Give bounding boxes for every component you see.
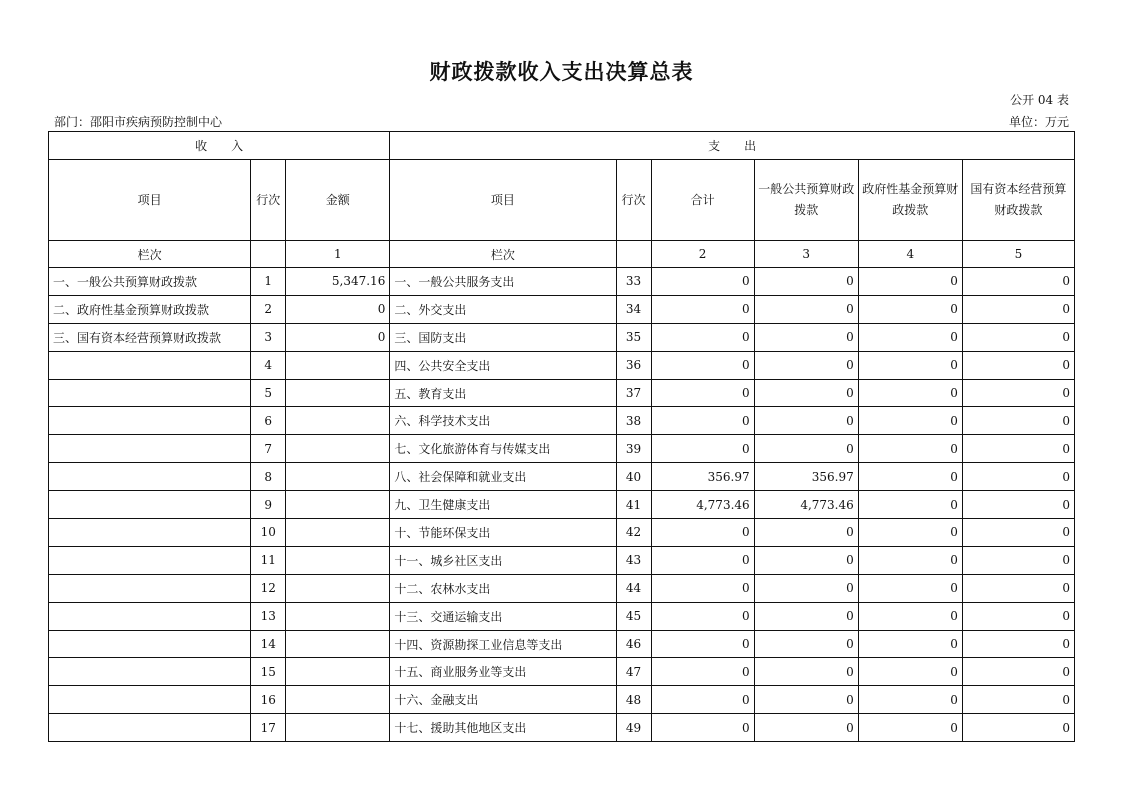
expense-item-cell: 一、一般公共服务支出 (390, 268, 616, 296)
form-code: 公开 04 表 (1010, 93, 1069, 107)
table-row (49, 574, 1075, 602)
income-row-header: 行次 (251, 160, 286, 241)
expense-row-number: 49 (616, 714, 651, 742)
table-row (49, 323, 1075, 351)
unit-label: 单位：万元 (1008, 115, 1069, 129)
income-section-header: 收 入 (49, 132, 390, 160)
column-number-4: 4 (858, 241, 962, 268)
table-row (49, 351, 1075, 379)
income-amount-cell (286, 351, 390, 379)
income-row-number: 3 (251, 323, 286, 351)
income-row-number: 16 (251, 686, 286, 714)
expense-row-number: 42 (616, 519, 651, 547)
income-row-number: 9 (251, 491, 286, 519)
gov-fund-cell: 0 (858, 574, 962, 602)
table-row (49, 463, 1075, 491)
table-row (49, 658, 1075, 686)
income-amount-cell (286, 546, 390, 574)
income-row-number: 4 (251, 351, 286, 379)
income-item-cell (49, 351, 251, 379)
total-amount-cell: 4,773.46 (651, 491, 754, 519)
table-row (49, 602, 1075, 630)
expense-row-number: 38 (616, 407, 651, 435)
gov-fund-cell: 0 (858, 714, 962, 742)
state-capital-cell: 0 (962, 491, 1074, 519)
income-amount-cell: 5,347.16 (286, 268, 390, 296)
expense-row-number: 40 (616, 463, 651, 491)
income-item-cell (49, 379, 251, 407)
income-row-number: 17 (251, 714, 286, 742)
income-item-cell (49, 435, 251, 463)
expense-row-number: 36 (616, 351, 651, 379)
general-budget-cell: 0 (754, 407, 858, 435)
general-budget-header: 一般公共预算财政拨款 (754, 160, 858, 241)
empty-cell (251, 241, 286, 268)
gov-fund-cell: 0 (858, 602, 962, 630)
fiscal-summary-table (48, 131, 1075, 742)
table-row (49, 519, 1075, 547)
expense-row-number: 39 (616, 435, 651, 463)
income-row-number: 8 (251, 463, 286, 491)
state-capital-cell: 0 (962, 658, 1074, 686)
income-row-number: 6 (251, 407, 286, 435)
total-amount-cell: 0 (651, 574, 754, 602)
expense-row-number: 47 (616, 658, 651, 686)
general-budget-cell: 0 (754, 519, 858, 547)
state-capital-cell: 0 (962, 519, 1074, 547)
general-budget-cell: 0 (754, 323, 858, 351)
state-capital-cell: 0 (962, 574, 1074, 602)
income-item-cell (49, 714, 251, 742)
total-amount-cell: 0 (651, 407, 754, 435)
state-capital-cell: 0 (962, 630, 1074, 658)
state-capital-header: 国有资本经营预算财政拨款 (962, 160, 1074, 241)
income-amount-cell (286, 630, 390, 658)
expense-row-number: 46 (616, 630, 651, 658)
income-row-number: 2 (251, 295, 286, 323)
income-row-number: 5 (251, 379, 286, 407)
state-capital-cell: 0 (962, 714, 1074, 742)
income-item-cell (49, 602, 251, 630)
gov-fund-cell: 0 (858, 351, 962, 379)
expense-row-number: 41 (616, 491, 651, 519)
expense-item-cell: 十六、金融支出 (390, 686, 616, 714)
gov-fund-cell: 0 (858, 519, 962, 547)
income-amount-cell (286, 602, 390, 630)
general-budget-cell: 0 (754, 574, 858, 602)
income-amount-cell (286, 407, 390, 435)
table-row (49, 630, 1075, 658)
total-amount-cell: 0 (651, 658, 754, 686)
general-budget-cell: 0 (754, 295, 858, 323)
expense-item-cell: 十三、交通运输支出 (390, 602, 616, 630)
total-header: 合计 (651, 160, 754, 241)
page-title: 财政拨款收入支出决算总表 (429, 59, 694, 84)
table-row (49, 546, 1075, 574)
general-budget-cell: 0 (754, 546, 858, 574)
expense-item-cell: 六、科学技术支出 (390, 407, 616, 435)
table-row (49, 407, 1075, 435)
gov-fund-cell: 0 (858, 686, 962, 714)
general-budget-cell: 4,773.46 (754, 491, 858, 519)
state-capital-cell: 0 (962, 351, 1074, 379)
income-row-number: 13 (251, 602, 286, 630)
column-number-5: 5 (962, 241, 1074, 268)
general-budget-cell: 0 (754, 435, 858, 463)
income-row-number: 15 (251, 658, 286, 686)
table-row (49, 714, 1075, 742)
expense-row-header: 行次 (616, 160, 651, 241)
income-item-cell (49, 463, 251, 491)
expense-item-cell: 七、文化旅游体育与传媒支出 (390, 435, 616, 463)
income-item-cell: 一、一般公共预算财政拨款 (49, 268, 251, 296)
total-amount-cell: 0 (651, 519, 754, 547)
expense-row-number: 33 (616, 268, 651, 296)
expense-row-number: 44 (616, 574, 651, 602)
expense-row-number: 34 (616, 295, 651, 323)
state-capital-cell: 0 (962, 407, 1074, 435)
income-item-cell: 二、政府性基金预算财政拨款 (49, 295, 251, 323)
total-amount-cell: 0 (651, 714, 754, 742)
income-amount-cell (286, 574, 390, 602)
table-row (49, 295, 1075, 323)
state-capital-cell: 0 (962, 602, 1074, 630)
gov-fund-cell: 0 (858, 407, 962, 435)
expense-row-number: 35 (616, 323, 651, 351)
general-budget-cell: 0 (754, 351, 858, 379)
income-amount-cell (286, 379, 390, 407)
state-capital-cell: 0 (962, 686, 1074, 714)
total-amount-cell: 0 (651, 630, 754, 658)
gov-fund-cell: 0 (858, 546, 962, 574)
column-number-2: 2 (651, 241, 754, 268)
income-item-cell (49, 658, 251, 686)
total-amount-cell: 356.97 (651, 463, 754, 491)
total-amount-cell: 0 (651, 546, 754, 574)
general-budget-cell: 0 (754, 630, 858, 658)
general-budget-cell: 0 (754, 379, 858, 407)
total-amount-cell: 0 (651, 351, 754, 379)
table-row (49, 435, 1075, 463)
gov-fund-cell: 0 (858, 658, 962, 686)
gov-fund-cell: 0 (858, 435, 962, 463)
total-amount-cell: 0 (651, 295, 754, 323)
total-amount-cell: 0 (651, 379, 754, 407)
income-item-cell (49, 546, 251, 574)
expense-row-number: 43 (616, 546, 651, 574)
gov-fund-cell: 0 (858, 295, 962, 323)
state-capital-cell: 0 (962, 463, 1074, 491)
income-row-number: 12 (251, 574, 286, 602)
empty-cell (616, 241, 651, 268)
general-budget-cell: 356.97 (754, 463, 858, 491)
income-row-number: 1 (251, 268, 286, 296)
income-item-cell (49, 686, 251, 714)
total-amount-cell: 0 (651, 268, 754, 296)
expense-item-cell: 十五、商业服务业等支出 (390, 658, 616, 686)
income-amount-cell (286, 686, 390, 714)
expense-item-cell: 十一、城乡社区支出 (390, 546, 616, 574)
income-column-label: 栏次 (49, 241, 251, 268)
income-row-number: 14 (251, 630, 286, 658)
expense-item-header: 项目 (390, 160, 616, 241)
income-row-number: 10 (251, 519, 286, 547)
total-amount-cell: 0 (651, 686, 754, 714)
column-number-1: 1 (286, 241, 390, 268)
income-amount-cell: 0 (286, 295, 390, 323)
expense-item-cell: 十、节能环保支出 (390, 519, 616, 547)
expense-item-cell: 十二、农林水支出 (390, 574, 616, 602)
gov-fund-cell: 0 (858, 630, 962, 658)
state-capital-cell: 0 (962, 379, 1074, 407)
gov-fund-cell: 0 (858, 268, 962, 296)
column-number-3: 3 (754, 241, 858, 268)
income-item-cell (49, 574, 251, 602)
state-capital-cell: 0 (962, 435, 1074, 463)
income-item-header: 项目 (49, 160, 251, 241)
gov-fund-header: 政府性基金预算财政拨款 (858, 160, 962, 241)
gov-fund-cell: 0 (858, 323, 962, 351)
income-amount-cell (286, 463, 390, 491)
income-amount-cell (286, 491, 390, 519)
expense-item-cell: 十七、援助其他地区支出 (390, 714, 616, 742)
table-row (49, 686, 1075, 714)
expense-row-number: 37 (616, 379, 651, 407)
gov-fund-cell: 0 (858, 463, 962, 491)
income-amount-header: 金额 (286, 160, 390, 241)
expense-item-cell: 五、教育支出 (390, 379, 616, 407)
general-budget-cell: 0 (754, 602, 858, 630)
income-item-cell: 三、国有资本经营预算财政拨款 (49, 323, 251, 351)
general-budget-cell: 0 (754, 268, 858, 296)
income-amount-cell: 0 (286, 323, 390, 351)
expense-column-label: 栏次 (390, 241, 616, 268)
table-row (49, 379, 1075, 407)
income-row-number: 7 (251, 435, 286, 463)
expense-item-cell: 八、社会保障和就业支出 (390, 463, 616, 491)
income-item-cell (49, 407, 251, 435)
gov-fund-cell: 0 (858, 379, 962, 407)
total-amount-cell: 0 (651, 435, 754, 463)
expense-row-number: 48 (616, 686, 651, 714)
income-item-cell (49, 491, 251, 519)
income-amount-cell (286, 435, 390, 463)
general-budget-cell: 0 (754, 714, 858, 742)
state-capital-cell: 0 (962, 268, 1074, 296)
expense-item-cell: 四、公共安全支出 (390, 351, 616, 379)
table-row (49, 491, 1075, 519)
state-capital-cell: 0 (962, 323, 1074, 351)
expense-item-cell: 十四、资源勘探工业信息等支出 (390, 630, 616, 658)
general-budget-cell: 0 (754, 686, 858, 714)
department-label: 部门：邵阳市疾病预防控制中心 (54, 115, 223, 129)
income-amount-cell (286, 714, 390, 742)
expense-item-cell: 九、卫生健康支出 (390, 491, 616, 519)
expense-row-number: 45 (616, 602, 651, 630)
income-amount-cell (286, 519, 390, 547)
table-row (49, 268, 1075, 296)
expense-item-cell: 三、国防支出 (390, 323, 616, 351)
income-row-number: 11 (251, 546, 286, 574)
expense-item-cell: 二、外交支出 (390, 295, 616, 323)
general-budget-cell: 0 (754, 658, 858, 686)
income-amount-cell (286, 658, 390, 686)
income-item-cell (49, 519, 251, 547)
income-item-cell (49, 630, 251, 658)
state-capital-cell: 0 (962, 295, 1074, 323)
state-capital-cell: 0 (962, 546, 1074, 574)
total-amount-cell: 0 (651, 602, 754, 630)
expense-section-header: 支 出 (390, 132, 1075, 160)
gov-fund-cell: 0 (858, 491, 962, 519)
total-amount-cell: 0 (651, 323, 754, 351)
